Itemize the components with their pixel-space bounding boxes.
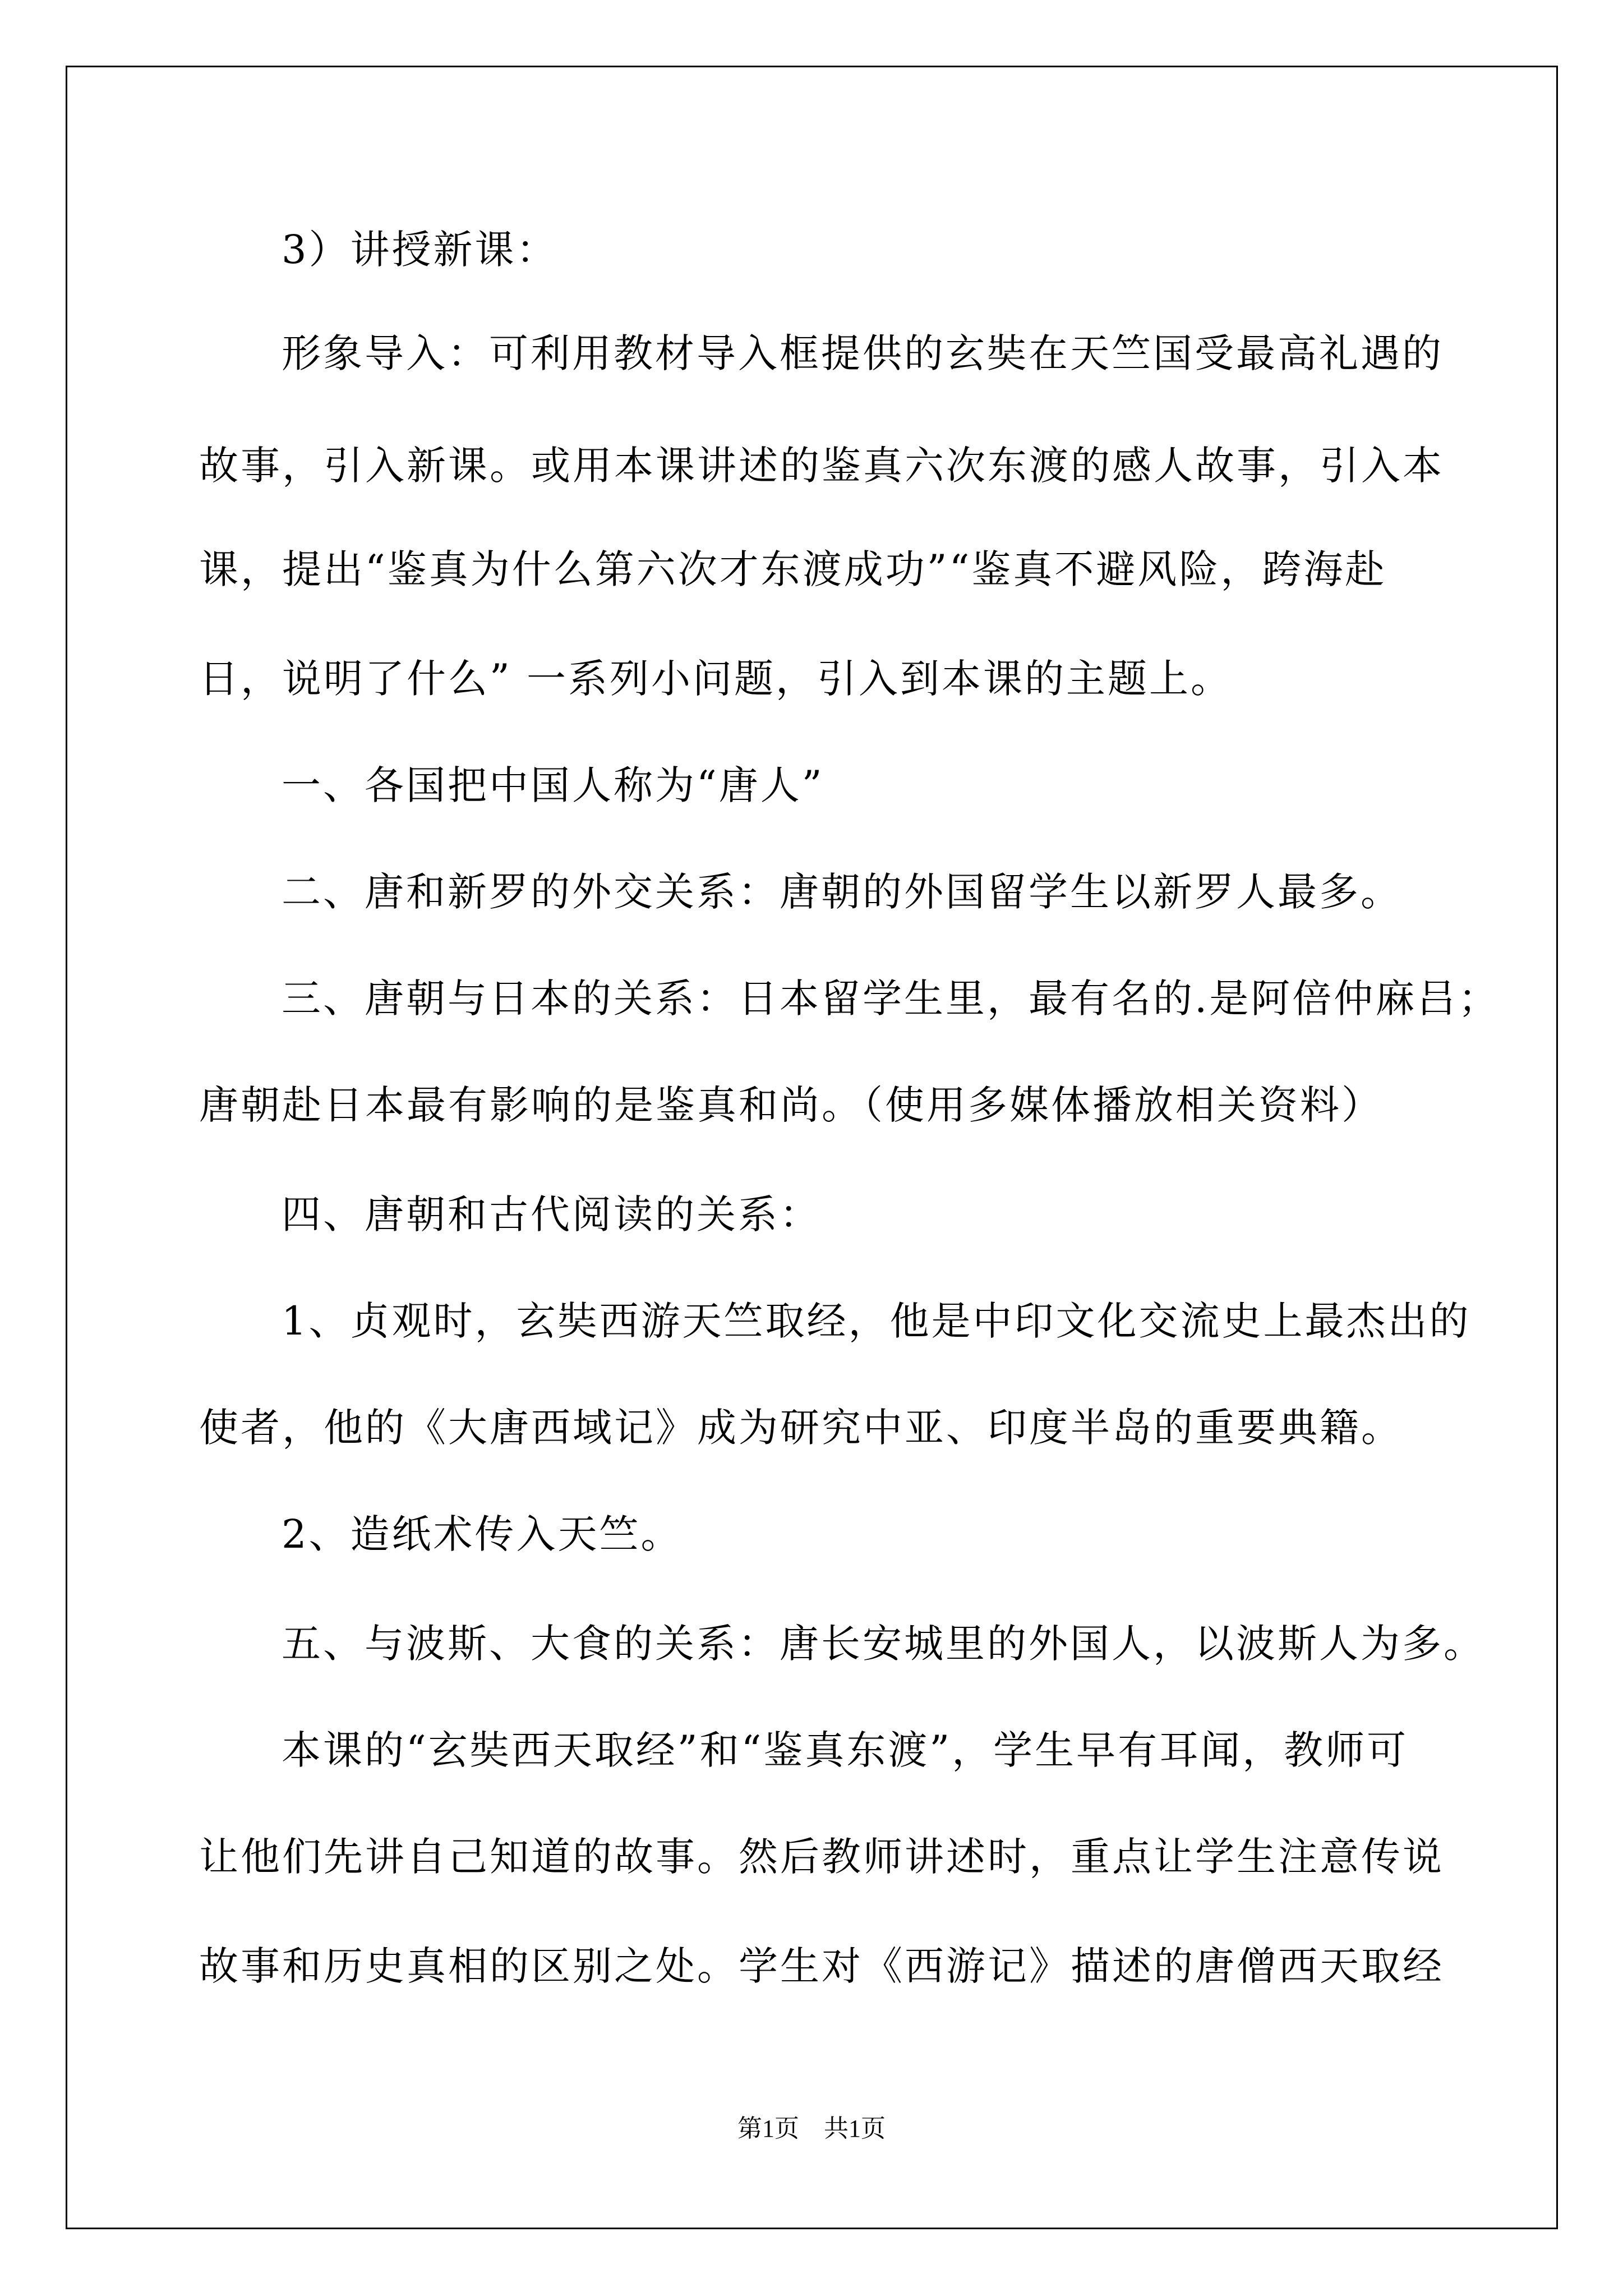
section-heading-4: 四、唐朝和古代阅读的关系： [282,1191,821,1237]
paragraph-line: 让他们先讲自己知道的故事。然后教师讲述时，重点让学生注意传说 [199,1834,1444,1880]
paragraph-heading-new-lesson: 3）讲授新课： [282,227,558,273]
paragraph-line: 唐朝赴日本最有影响的是鉴真和尚。（使用多媒体播放相关资料） [199,1082,1383,1128]
list-item-1: 1、贞观时，玄奘西游天竺取经，他是中印文化交流史上最杰出的 [282,1298,1471,1344]
paragraph-line: 使者，他的《大唐西域记》成为研究中亚、印度半岛的重要典籍。 [199,1405,1403,1451]
list-item-2: 2、造纸术传入天竺。 [282,1511,683,1557]
paragraph-line: 课，提出“鉴真为什么第六次才东渡成功”“鉴真不避风险，跨海赴 [199,546,1387,592]
paragraph-line: 形象导入：可利用教材导入框提供的玄奘在天竺国受最高礼遇的 [282,330,1444,376]
paragraph-line: 故事和历史真相的区别之处。学生对《西游记》描述的唐僧西天取经 [199,1943,1444,1989]
paragraph-line: 日，说明了什么” 一系列小问题，引入到本课的主题上。 [199,656,1233,702]
page-footer: 第1页 共1页 [737,2115,886,2142]
paragraph-line: 本课的“玄奘西天取经”和“鉴真东渡”，学生早有耳闻，教师可 [282,1727,1409,1773]
section-heading-5: 五、与波斯、大食的关系：唐长安城里的外国人，以波斯人为多。 [282,1621,1485,1667]
section-heading-1: 一、各国把中国人称为“唐人” [282,762,824,808]
section-heading-2: 二、唐和新罗的外交关系：唐朝的外国留学生以新罗人最多。 [282,869,1402,915]
paragraph-line: 故事，引入新课。或用本课讲述的鉴真六次东渡的感人故事，引入本 [199,443,1444,489]
page-border [66,66,1558,2229]
section-heading-3: 三、唐朝与日本的关系：日本留学生里，最有名的.是阿倍仲麻吕； [282,976,1500,1022]
